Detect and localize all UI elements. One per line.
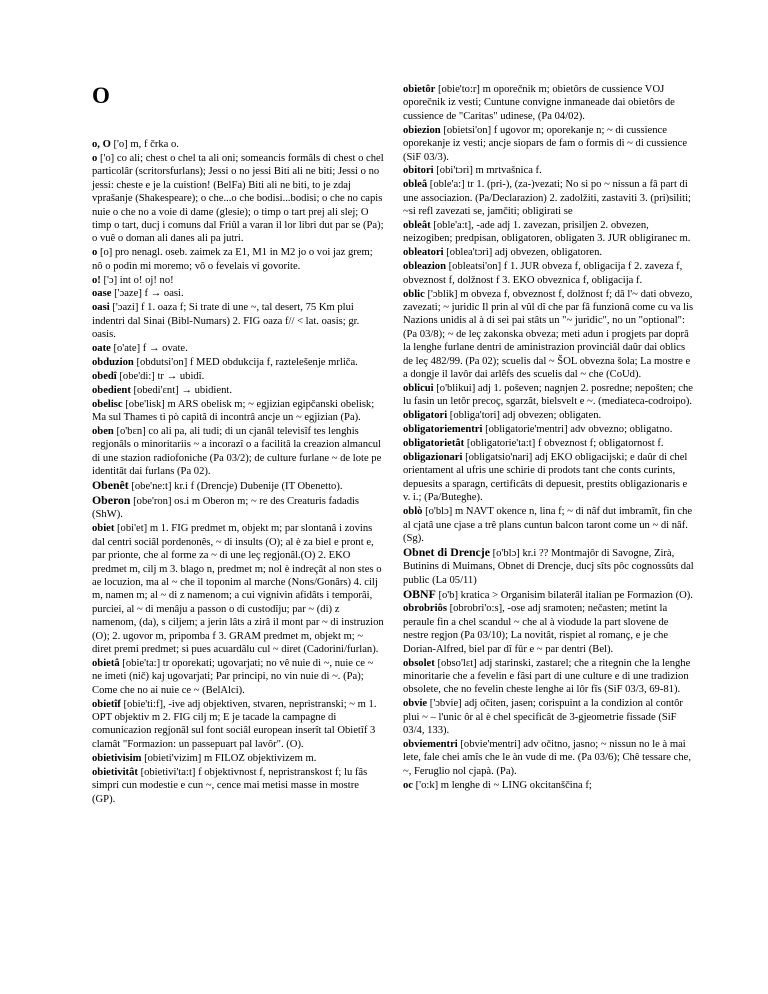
entry-definition: [obe'ron] os.i m Oberon m; ~ re des Creaturis fadadis (ShW). [92,496,360,521]
entry-headword: obduzion [92,357,134,368]
entry-headword: obleât [403,220,431,232]
entry-definition: [obie'ti:f], -ive adj objektiven, stvaren, nepristranski; ~ m 1. OPT objektiv m 2. FIG cilj m; E je tacade la campagne di comunicazion regjonâl sul font sociâl european inserît tal Obietîf 3 clamât "Formazion: un passepuart pal lavôr". (O). [92,698,377,750]
entry-definition: ['o:k] m lenghe di ~ LING okcitanščina f; [415,779,592,791]
entry-headword: obitori [403,165,434,177]
entry-headword: obrobriôs [403,603,447,615]
dictionary-entry [403,178,695,218]
entry-headword: oase [92,288,112,300]
dictionary-entry [92,766,384,806]
entry-definition: [obligatorie'ta:t] f obveznost f; obligatornost f. [466,438,664,450]
dictionary-entry [92,384,384,397]
dictionary-entry [92,301,384,341]
entry-definition: ['ɔ] int o! oj! no! [103,274,174,286]
dictionary-entry [403,124,695,164]
dictionary-entry [92,479,384,493]
dictionary-entry [403,779,695,792]
entry-headword: o [92,152,98,164]
entry-headword: obligatorietât [403,438,465,450]
entry-headword: obviementri [403,739,458,750]
entry-headword: o [92,247,98,259]
entry-definition: [obietsi'on] f ugovor m; oporekanje n; ~ di cussience oporekanje iz vesti; ancje siopars de fam o formis di ~ di cussience (SiF 03/3). [403,124,688,163]
dictionary-entry [92,522,384,656]
dictionary-entry [403,83,695,123]
dictionary-entry [92,152,384,246]
entry-definition: ['o] co ali; chest o chel ta ali oni; someancis formâls di chest o chel particolâr (scritorsfurlans); Jessi o no jessi Biti ali ne biti; Jessi o no jessi: cheste e je la cuistion! (BelFa) Biti ali ne biti, to je zdaj vprašanje (Shakespeare); o che...o che bodisi...bodisi; o che no capis nuie o che no a voie di dame (glesie); o timp o tart prej ali slej; O timp o tart, ducj i comuns dal Friûl a varan il lor libri dut par se (Pa); o vuê o doman ali danes ali pa jutri. [92,152,384,245]
entry-headword: o! [92,274,101,286]
dictionary-entry [403,588,695,602]
entry-headword: Obenêt [92,478,129,493]
entry-definition: [obietivi'ta:t] f objektivnost f, nepristranskost f; lu fâs simpri cun modestie e cun ~, cence mai metisi masse in mostre (GP). [92,766,368,805]
dictionary-entry [92,370,384,383]
entry-definition: [obso'lɛt] adj starinski, zastarel; che a ritegnin che la lenghe minoritarie che a fevelin e fâsi part di une culture e di une tradizion obsolete, che no fevelin cheste lenghe ai lôr fîs (SiF 03/3, 69-81). [403,657,691,696]
dictionary-entry [403,409,695,422]
entry-headword: oate [92,343,111,355]
dictionary-entry [403,505,695,545]
entry-definition: [o'ate] f → ovate. [113,343,188,355]
dictionary-entry [92,138,384,151]
dictionary-entry [92,425,384,479]
entry-headword: obietâ [92,657,120,669]
dictionary-entry [403,260,695,287]
dictionary-entry [92,246,384,273]
dictionary-entry [403,657,695,697]
entry-headword: oasi [92,302,110,314]
dictionary-column-right [403,83,695,793]
entry-headword: obietivitât [92,766,138,778]
entry-headword: obsolet [403,657,435,669]
entry-definition: [obleatsi'on] f 1. JUR obveza f, obligacija f 2. zaveza f, obveznost f, dolžnost f 3. EKO obveznica f, obligacija f. [403,261,683,286]
entry-headword: obietivisim [92,752,142,764]
dictionary-entry [92,494,384,522]
dictionary-entry [403,697,695,737]
entry-headword: obedient [92,384,131,396]
entry-definition: [obliga'tori] adj obvezen; obligaten. [449,410,602,422]
entry-definition: [obie'ta:] tr oporekati; ugovarjati; no vê nuie di ~, nuie ce ~ ne imeti (nič) kaj ugovarjati; Par principi, no vin nuie di ~. (Pa); Come che no ai nuie ce ~ (BelAlci). [92,657,374,696]
entry-definition: [o'blɔ] kr.i ?? Montmajôr di Savogne, Zirà, Butinins di Muimans, Obnet di Drencje, ducj sîts pôc cognossûts dal public (La 05/11) [403,547,694,586]
dictionary-entry [403,451,695,505]
dictionary-entry [92,752,384,765]
entry-headword: oblicui [403,382,434,394]
dictionary-entry [92,342,384,355]
dictionary-column-left [92,138,384,806]
entry-definition: ['ɔazi] f 1. oaza f; Si trate di une ~, tal desert, 75 Km plui indentri dal Sinai (Bibl-Numars) 2. FIG oaza f// < lat. oasis; gr. oasis. [92,302,360,341]
dictionary-entry [403,288,695,382]
dictionary-entry [403,219,695,246]
entry-headword: obvie [403,698,428,710]
entry-headword: oblic [403,288,425,300]
entry-headword: o, O [92,139,111,150]
dictionary-entry [403,246,695,259]
entry-definition: [o] pro nenagl. oseb. zaimek za E1, M1 in M2 jo o voi jaz grem; nô o podìn mi moremo; vô o fevelais vi govorite. [92,247,373,272]
entry-definition: [oble'a:] tr 1. (pri-), (za-)vezati; No si po ~ nissun a fâ part di une associazion. (Pa/Declarazion) 2. zadolžiti, zastaviti 3. (pri)siliti; ~si refl zavezati se, jamčiti; obligirati se [403,179,691,218]
dictionary-entry [92,398,384,425]
entry-definition: ['ɔblik] m obveza f, obveznost f, dolžnost f; dâ l'~ dati obvezo, zavezati; ~ juridic Il prin al vûl dî che par fâ funzionâ come cu va lis Nazions unidis al à di sei pai stâts un "~ juridic", no un "optional": (Pa 03/8); ~ de leç zakonska obveza; meti adun i progjets par doprâ la lenghe furlane dentri de aministrazion provinciâl daûr dai oblics de leç 482/99. (Pa 02); scuelis dal ~ ŠOL obvezna šola; La mostre e a dongje il lavôr dai arlêfs des scuelis dal ~ che (CoUd). [403,288,694,381]
entry-headword: oc [403,779,413,791]
entry-definition: [obligatorie'mentri] adv obvezno; obligatno. [485,424,673,436]
dictionary-entry [403,437,695,450]
dictionary-entry [403,164,695,177]
entry-definition: [obe'lisk] m ARS obelisk m; ~ egjizian egipčanski obelisk; Ma sul Thames ti pò capitâ di incontrâ ancje un ~ egjizian (Pa). [92,398,375,424]
entry-headword: obleazion [403,261,446,273]
entry-definition: [obrobri'o:s], -ose adj sramoten; nečasten; metint la peraule fin a chel scandul ~ che al à viodude la part slovene de nestre regjon (Pa 03/10); La novitât, rispiet al romanç, e je che Dorian-Alfred, biel par dî fûr e ~ par dentri (Bel). [403,603,669,655]
dictionary-entry [403,546,695,587]
entry-definition: [obdutsi'on] f MED obdukcija f, raztelešenje mrliča. [136,357,358,368]
entry-definition: [obieti'vizim] m FILOZ objektivizem m. [144,752,317,764]
entry-definition: [o'blikui] adj 1. poševen; nagnjen 2. posredne; nepošten; che lu fasin un letôr precoç, sgarzât, bielsvelt e ~. (mediateca-codroipo). [403,382,693,408]
entry-headword: Obnet di Drencje [403,544,490,559]
dictionary-entry [92,274,384,287]
entry-definition: [o'bɛn] co ali pa, ali tudi; di un cjanâl televisîf tes lenghis regjonâls o minoritariis ~ a incorazî o a facilitâ la creazion almancul di une stazion radiofoniche (Pa 03/2); de culture furlane ~ de lote pe identitât dai furlans (Pa 02). [92,426,382,478]
entry-definition: [obedi'ɛnt] → ubidient. [133,384,232,396]
entry-headword: obedî [92,370,117,382]
entry-definition: [oblea'tɔri] adj obvezen, obligatoren. [446,247,603,259]
entry-headword: obiet [92,523,115,535]
entry-headword: OBNF [403,586,436,601]
dictionary-entry [92,657,384,697]
dictionary-entry [403,738,695,778]
entry-headword: Oberon [92,493,131,508]
entry-definition: ['ɔbvie] adj očiten, jasen; corispuint a la condizion al contôr plui ~ – l'unic ôr al è chel specificât de 3-gjeometrie fissade (SiF 03/4, 133). [403,698,683,737]
entry-definition: [o'b] kratica > Organisim bilaterâl italian pe Formazion (O). [438,589,693,601]
entry-headword: obietôr [403,84,436,95]
section-letter: O [92,83,110,108]
entry-headword: oblò [403,506,423,518]
dictionary-entry [403,423,695,436]
dictionary-entry [403,602,695,656]
entry-headword: obligatoriementri [403,424,483,436]
entry-definition: ['ɔaze] f → oasi. [114,288,184,300]
entry-definition: [obie'to:r] m oporečnik m; obietôrs de cussience VOJ oporečnik iz vesti; Cuntune convigne inmaneade dai obietôrs de cussience de "Caritas" udinese, (Pa 04/02). [403,84,675,122]
entry-headword: oben [92,426,114,438]
entry-definition: [obi'tɔri] m mrtvašnica f. [436,165,542,177]
entry-headword: obleâ [403,179,428,191]
entry-definition: [obe'ne:t] kr.i f (Drencje) Dubenije (IT Obenetto). [131,481,343,493]
dictionary-entry [92,356,384,369]
entry-definition: [obe'di:] tr → ubidî. [119,370,205,382]
entry-headword: obietîf [92,698,121,710]
entry-headword: obiezion [403,124,441,136]
entry-headword: obleatori [403,247,444,259]
entry-headword: obelisc [92,398,123,410]
entry-definition: [obligatsio'nari] adj EKO obligacijski; e daûr di chel orientament al ufris une schirie di prodots tant che conts curints, depuesits a sparagn, certificâts di depuesit, prestits obligazionaris e v. i.; (Pa/Buteghe). [403,451,688,504]
entry-headword: obligazionari [403,451,463,463]
entry-definition: [o'blɔ] m NAVT okence n, lina f; ~ di nâf dut imbramît, fin che al cjatâ une cjase a trê plans cuntun balcon taront come un ~ di nâf. (Sg). [403,506,693,544]
dictionary-entry [403,382,695,409]
entry-headword: obligatori [403,410,448,422]
entry-definition: [obvie'mentri] adv očitno, jasno; ~ nissun no le à mai lete, fale chei amîs che le àn vude di me. (Pa 03/6); Chê tessare che, ~, Feruglio nol cjapà. (Pa). [403,739,691,777]
entry-definition: ['o] m, f črka o. [113,139,179,150]
dictionary-entry [92,698,384,752]
entry-definition: [oble'a:t], -ade adj 1. zavezan, prisiljen 2. obvezen, neizogiben; predpisan, obligatoren, obligaten 3. JUR obligiranec m. [403,220,691,245]
dictionary-entry [92,287,384,300]
entry-definition: [obi'et] m 1. FIG predmet m, objekt m; par slontanâ i zovins dal centri sociâl pordenonês, ~ di insults (O); al è za biel e pront e, par prionte, che al forme za ~ di une leç regjonâl.(O) 2. EKO predmet m, cilj m 3. blago n, predmet m; nol è indreçât al non stes o ae locuzion, ma al ~ che il toponim al marche (Nons/Gonârs) 4. cilj m, namen m; al ~ di z namenom; a cui vignivin afidâts i temporâi, purciei, al ~ di menâju a passon o di custodîju; par ~ (di) z namenom, (da), s ciljem; a jerin lâts a zirâ il mont par ~ di instruzion (O); 2. ugovor m, pripomba f 3. GRAM predmet m, objekt m; ~ diret premi predmet; si pues acuardâlu cul ~ diret (Cadorini/furlan). [92,523,384,656]
